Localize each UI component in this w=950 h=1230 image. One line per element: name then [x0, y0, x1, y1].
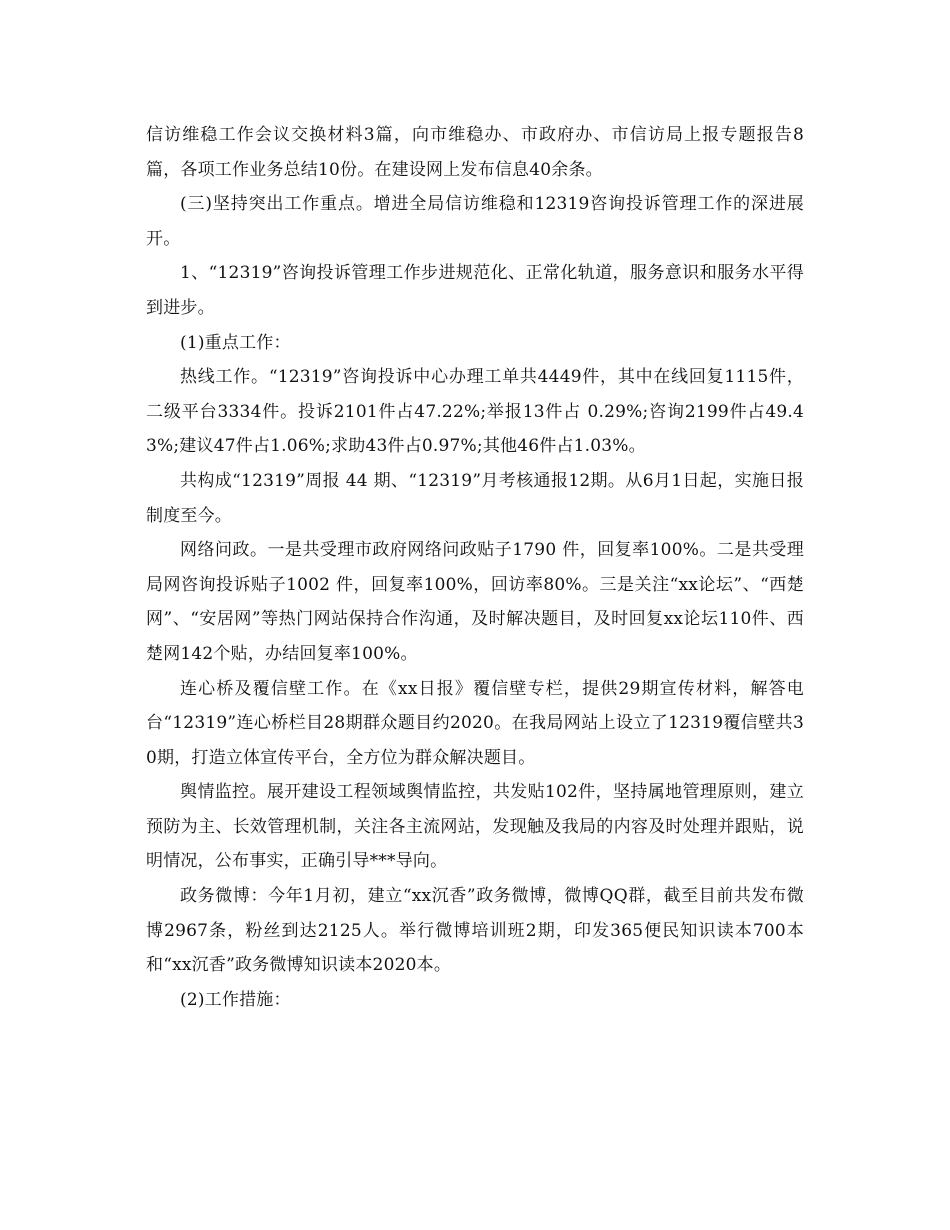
paragraph-3: 1、“12319”咨询投诉管理工作步进规范化、正常化轨道，服务意识和服务水平得到进步。 — [146, 263, 804, 318]
paragraph-6: 共构成“12319”周报 44 期、“12319”月考核通报12期。从6月1日起，实施日报制度至今。 — [146, 470, 804, 526]
paragraph-2: (三)坚持突出工作重点。增进全局信访维稳和12319咨询投诉管理工作的深进展开。 — [146, 194, 804, 249]
paragraph-9: 舆情监控。展开建设工程领域舆情监控，共发贴102件，坚持属地管理原则，建立预防为主、长效管理机制，关注各主流网站，发现触及我局的内容及时处理并跟贴，说明情况，公布事实，正确引导***导向。 — [146, 782, 804, 872]
paragraph-1: 信访维稳工作会议交换材料3篇，向市维稳办、市政府办、市信访局上报专题报告8篇，各项工作业务总结10份。在建设网上发布信息40余条。 — [146, 125, 804, 180]
paragraph-4: (1)重点工作： — [180, 332, 291, 353]
document-body — [146, 118, 804, 1017]
paragraph-7: 网络问政。一是共受理市政府网络问政贴子1790 件，回复率100%。二是共受理局网咨询投诉贴子1002 件，回复率100%，回访率80%。三是关注“xx论坛”、“西楚网”、“安居网”等热门网站保持合作沟通，及时解决题目，及时回复xx论坛110件、西楚网142个贴，办结回复率100%。 — [146, 540, 804, 664]
paragraph-10: 政务微博：今年1月初，建立“xx沉香”政务微博，微博QQ群，截至目前共发布微博2967条，粉丝到达2125人。举行微博培训班2期，印发365便民知识读本700本和“xx沉香”政务微博知识读本2020本。 — [146, 886, 804, 976]
paragraph-5: 热线工作。“12319”咨询投诉中心办理工单共4449件，其中在线回复1115件，二级平台3334件。投诉2101件占47.22%;举报13件占 0.29%;咨询2199件占49.43%;建议47件占1.06%;求助43件占0.97%;其他46件占1.03%。 — [146, 367, 804, 457]
paragraph-11: (2)工作措施： — [180, 989, 291, 1010]
paragraph-8: 连心桥及覆信壁工作。在《xx日报》覆信壁专栏，提供29期宣传材料，解答电台“12319”连心桥栏目28期群众题目约2020。在我局网站上设立了12319覆信壁共30期，打造立体宣传平台，全方位为群众解决题目。 — [146, 678, 804, 768]
